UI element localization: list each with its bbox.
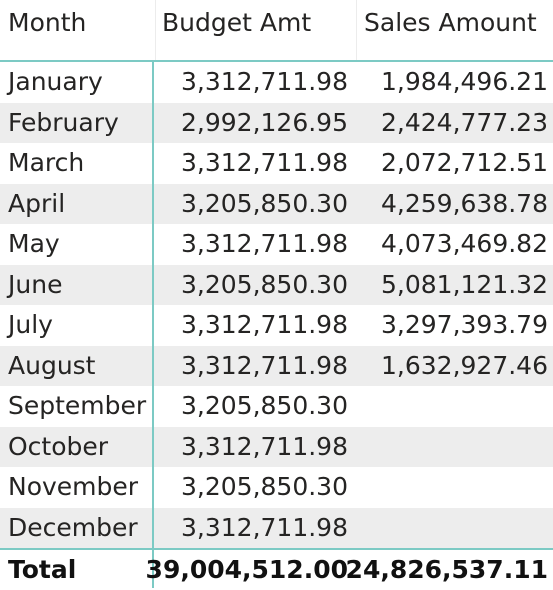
table-row[interactable]	[0, 143, 553, 184]
month-cell: January	[8, 67, 103, 96]
month-cell: August	[8, 350, 96, 380]
table-row[interactable]	[0, 305, 553, 346]
sales-amount-cell: 1,984,496.21	[381, 67, 548, 96]
budget-amt-cell: 3,312,711.98	[181, 67, 348, 96]
budget-amt-cell: 3,205,850.30	[181, 269, 348, 299]
table-body	[0, 62, 553, 548]
sales-amount-cell: 2,424,777.23	[381, 107, 548, 137]
sales-amount-cell: 2,072,712.51	[381, 148, 548, 177]
column-divider	[356, 0, 357, 60]
budget-amt-cell: 3,205,850.30	[181, 472, 348, 501]
table-row[interactable]	[0, 508, 553, 549]
table-row[interactable]	[0, 265, 553, 306]
table-row[interactable]	[0, 386, 553, 427]
month-cell: May	[8, 229, 60, 258]
table-row[interactable]	[0, 467, 553, 508]
table-row[interactable]	[0, 103, 553, 144]
budget-amt-cell: 2,992,126.95	[181, 107, 348, 137]
budget-amt-cell: 3,312,711.98	[181, 350, 348, 380]
sales-amount-cell: 5,081,121.32	[381, 269, 548, 299]
table-row[interactable]	[0, 346, 553, 387]
month-cell: March	[8, 148, 85, 177]
month-cell: February	[8, 107, 119, 137]
budget-amt-cell: 3,312,711.98	[181, 431, 348, 461]
month-cell: December	[8, 512, 138, 542]
budget-amt-cell: 3,205,850.30	[181, 391, 348, 420]
column-divider	[155, 0, 156, 60]
sales-amount-cell: 4,073,469.82	[381, 229, 548, 258]
total-budget-amt: 39,004,512.00	[145, 555, 348, 584]
table-row[interactable]	[0, 62, 553, 103]
table-row[interactable]	[0, 224, 553, 265]
sales-amount-cell: 4,259,638.78	[381, 188, 548, 218]
month-cell: June	[8, 269, 63, 299]
total-label: Total	[8, 555, 77, 584]
column-header-budget-amt[interactable]: Budget Amt	[162, 8, 312, 37]
sales-amount-cell: 3,297,393.79	[381, 310, 548, 339]
column-header-sales-amount[interactable]: Sales Amount	[364, 8, 537, 37]
budget-amt-cell: 3,205,850.30	[181, 188, 348, 218]
month-cell: April	[8, 188, 66, 218]
month-cell: July	[8, 310, 53, 339]
month-cell: September	[8, 391, 147, 420]
column-header-row	[0, 0, 553, 60]
budget-amt-cell: 3,312,711.98	[181, 512, 348, 542]
budget-amt-cell: 3,312,711.98	[181, 310, 348, 339]
table-row[interactable]	[0, 184, 553, 225]
table-row[interactable]	[0, 427, 553, 468]
budget-amt-cell: 3,312,711.98	[181, 229, 348, 258]
row-header-divider	[152, 62, 154, 548]
column-header-month[interactable]: Month	[8, 8, 87, 37]
month-cell: November	[8, 472, 139, 501]
budget-amt-cell: 3,312,711.98	[181, 148, 348, 177]
total-row[interactable]	[0, 548, 553, 588]
sales-amount-cell: 1,632,927.46	[381, 350, 548, 380]
total-sales-amount: 24,826,537.11	[345, 555, 548, 584]
month-cell: October	[8, 431, 109, 461]
